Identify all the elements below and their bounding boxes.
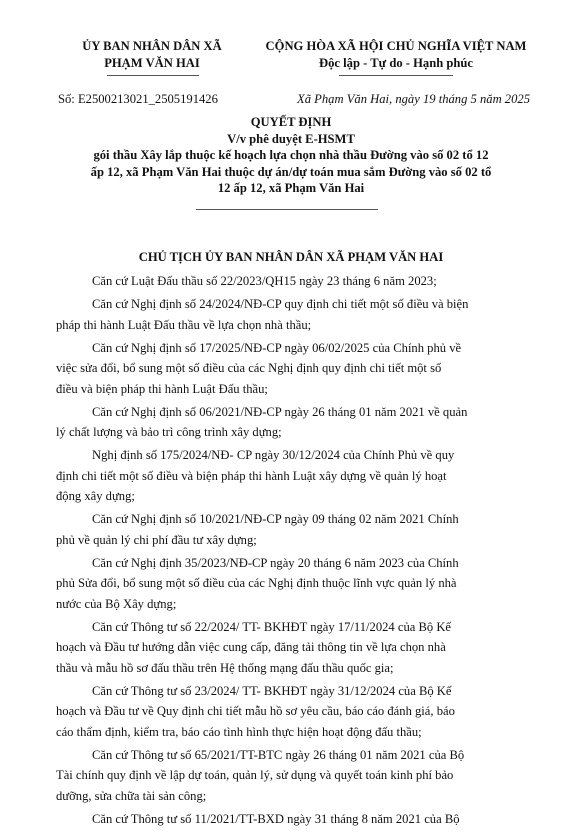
motto-underline	[339, 75, 453, 76]
paragraph-line: Căn cứ Thông tư số 22/2024/ TT- BKHĐT ngày 17/11/2024 của Bộ Kế	[92, 619, 452, 634]
paragraph-line: Căn cứ Nghị định số 10/2021/NĐ-CP ngày 09 tháng 02 năm 2021 Chính	[92, 512, 459, 526]
legal-basis-paragraph	[56, 681, 526, 743]
paragraph-line: Tài chính quy định về lập dự toán, quản lý, sử dụng và quyết toán kinh phí bảo	[56, 768, 454, 782]
issuer-underline	[107, 75, 199, 76]
decision-heading: QUYẾT ĐỊNH	[250, 115, 332, 129]
paragraph-line: Căn cứ Nghị định 35/2023/NĐ-CP ngày 20 tháng 6 năm 2023 của Chính	[92, 555, 459, 570]
paragraph-line: lý chất lượng và bảo trì công trình xây dựng;	[56, 425, 282, 439]
paragraph-line: định chi tiết một số điều và biện pháp thi hành Luật xây dựng về quản lý hoạt	[56, 468, 447, 483]
legal-basis-paragraph	[56, 509, 526, 550]
legal-basis-paragraph	[56, 338, 526, 400]
national-header	[236, 38, 556, 72]
paragraph-line: hoạch và Đầu tư về Quy định chi tiết mẫu hồ sơ yêu cầu, báo cáo đánh giá, báo	[56, 704, 455, 718]
paragraph-line: phủ Sửa đổi, bổ sung một số điều của các Nghị định thuộc lĩnh vực quản lý nhà	[56, 576, 457, 590]
decision-package-line-1: gói thầu Xây lắp thuộc kế hoạch lựa chọn nhà thầu Đường vào số 02 tổ 12	[93, 148, 489, 163]
national-motto: Độc lập - Tự do - Hạnh phúc	[319, 56, 473, 70]
legal-basis-paragraph	[56, 402, 526, 443]
legal-basis-list	[56, 271, 526, 832]
paragraph-line: điều và biện pháp thi hành Luật Đấu thầu;	[56, 381, 268, 396]
legal-basis-paragraph	[56, 809, 526, 830]
decision-package-line-3: 12 ấp 12, xã Phạm Văn Hai	[217, 181, 365, 196]
decision-package-line-2: ấp 12, xã Phạm Văn Hai thuộc dự án/dự toán mua sắm Đường vào số 02 tổ	[90, 164, 492, 179]
paragraph-line: cáo thẩm định, kiểm tra, báo cáo tình hình thực hiện hoạt động đấu thầu;	[56, 724, 422, 739]
paragraph-line: việc sửa đổi, bổ sung một số điều của các Nghị định quy định chi tiết một số	[56, 361, 442, 375]
chairman-heading: CHỦ TỊCH ỦY BAN NHÂN DÂN XÃ PHẠM VĂN HAI	[138, 250, 444, 264]
paragraph-line: hoạch và Đầu tư hướng dẫn việc cung cấp, đăng tải thông tin về lựa chọn nhà	[56, 640, 446, 654]
paragraph-line: Căn cứ Thông tư số 11/2021/TT-BXD ngày 31 tháng 8 năm 2021 của Bộ	[92, 811, 460, 826]
paragraph-line: phủ về quản lý chi phí đầu tư xây dựng;	[56, 532, 257, 547]
paragraph-line: Căn cứ Nghị định số 24/2024/NĐ-CP quy định chi tiết một số điều và biện	[92, 297, 469, 311]
paragraph-line: thầu và mẫu hồ sơ đấu thầu trên Hệ thống mạng đấu thầu quốc gia;	[56, 660, 394, 675]
paragraph-line: dưỡng, sửa chữa tài sản công;	[56, 788, 207, 803]
legal-basis-paragraph	[56, 745, 526, 807]
issuer-header	[36, 38, 268, 72]
paragraph-line: Căn cứ Thông tư số 65/2021/TT-BTC ngày 26 tháng 01 năm 2021 của Bộ	[92, 747, 465, 762]
paragraph-line: pháp thi hành Luật Đấu thầu về lựa chọn nhà thầu;	[56, 317, 312, 332]
paragraph-line: nước của Bộ Xây dựng;	[56, 596, 177, 611]
paragraph-line: Căn cứ Nghị định số 17/2025/NĐ-CP ngày 06/02/2025 của Chính phủ về	[92, 340, 462, 355]
paragraph-line: Nghị định số 175/2024/NĐ- CP ngày 30/12/2024 của Chính Phủ về quy	[92, 448, 455, 462]
issuer-line-2: PHẠM VĂN HAI	[104, 56, 200, 70]
paragraph-line: Căn cứ Thông tư số 23/2024/ TT- BKHĐT ngày 31/12/2024 của Bộ Kế	[92, 683, 452, 698]
legal-basis-paragraph	[56, 294, 526, 335]
legal-basis-paragraph	[56, 271, 526, 292]
decision-subject: V/v phê duyệt E-HSMT	[227, 131, 355, 146]
document-number: Số: E2500213021_2505191426	[58, 92, 218, 106]
decision-title	[56, 114, 526, 197]
paragraph-line: Căn cứ Nghị định số 06/2021/NĐ-CP ngày 26 tháng 01 năm 2021 về quản	[92, 404, 468, 419]
legal-basis-paragraph	[56, 617, 526, 679]
paragraph-line: động xây dựng;	[56, 489, 135, 503]
national-title: CỘNG HÒA XÃ HỘI CHỦ NGHĨA VIỆT NAM	[265, 39, 527, 53]
legal-basis-paragraph	[56, 445, 526, 507]
title-underline	[196, 209, 378, 210]
legal-basis-paragraph	[56, 553, 526, 615]
issuer-line-1: ỦY BAN NHÂN DÂN XÃ	[82, 39, 222, 53]
paragraph-line: Căn cứ Luật Đấu thầu số 22/2023/QH15 ngày 23 tháng 6 năm 2023;	[92, 274, 437, 288]
issue-date: Xã Phạm Văn Hai, ngày 19 tháng 5 năm 2025	[297, 92, 530, 106]
